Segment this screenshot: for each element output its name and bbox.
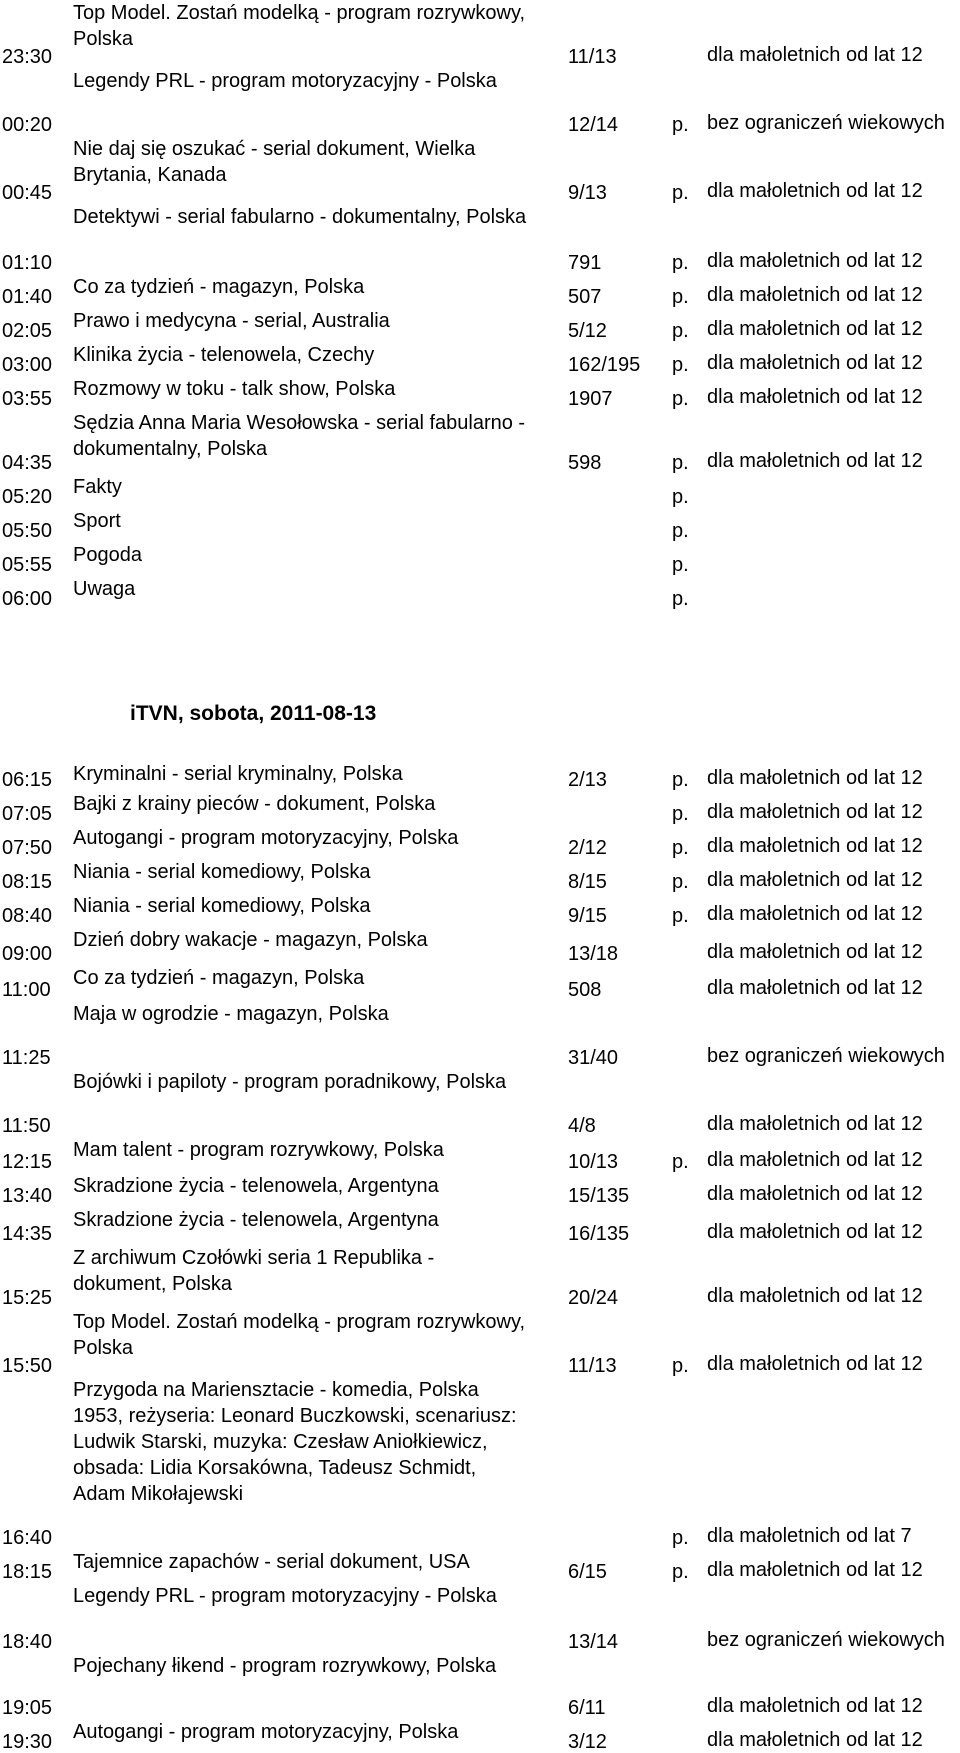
program-title: Rozmowy w toku - talk show, Polska [73, 378, 396, 400]
schedule-row [0, 1245, 960, 1309]
episode-number: 6/11 [568, 1697, 606, 1719]
age-rating: dla małoletnich od lat 12 [707, 250, 923, 272]
time-slot: 08:40 [2, 905, 53, 927]
premiere-marker: p. [672, 388, 689, 410]
age-rating: dla małoletnich od lat 12 [707, 941, 923, 963]
premiere-marker: p. [672, 769, 689, 791]
episode-number: 15/135 [568, 1185, 630, 1207]
time-slot: 08:15 [2, 871, 53, 893]
time-slot: 03:55 [2, 388, 53, 410]
time-slot: 15:25 [2, 1287, 53, 1309]
episode-number: 791 [568, 252, 602, 274]
program-title: Maja w ogrodzie - magazyn, Polska [73, 1003, 389, 1025]
time-slot: 14:35 [2, 1223, 53, 1245]
program-title: Top Model. Zostań modelką - program rozrywkowy, Polska [73, 1311, 526, 1359]
premiere-marker: p. [672, 320, 689, 342]
time-slot: 11:00 [2, 979, 51, 1001]
time-slot: 19:30 [2, 1731, 53, 1753]
program-title: Przygoda na Mariensztacie - komedia, Polska 1953, reżyseria: Leonard Buczkowski, scenariusz: Ludwik Starski, muzyka: Czesław Aniołkiewicz, obsada: Lidia Korsakówna, Tadeusz Schmidt, Adam Mikołajewski [73, 1379, 517, 1505]
time-slot: 12:15 [2, 1151, 53, 1173]
age-rating: dla małoletnich od lat 12 [707, 318, 923, 340]
program-title: Klinika życia - telenowela, Czechy [73, 344, 375, 366]
premiere-marker: p. [672, 1151, 689, 1173]
episode-number: 162/195 [568, 354, 641, 376]
time-slot: 13:40 [2, 1185, 53, 1207]
episode-number: 9/13 [568, 182, 607, 204]
schedule-row [0, 825, 960, 859]
premiere-marker: p. [672, 905, 689, 927]
schedule-row [0, 965, 960, 1001]
time-slot: 00:20 [2, 114, 53, 136]
schedule-row [0, 508, 960, 542]
age-rating: dla małoletnich od lat 12 [707, 1695, 923, 1717]
time-slot: 05:20 [2, 486, 53, 508]
schedule-row [0, 576, 960, 610]
age-rating: dla małoletnich od lat 12 [707, 44, 923, 66]
schedule-row [0, 204, 960, 274]
premiere-marker: p. [672, 452, 689, 474]
episode-number: 11/13 [568, 1355, 617, 1377]
program-title: Top Model. Zostań modelką - program rozrywkowy, Polska [73, 2, 526, 50]
age-rating: dla małoletnich od lat 12 [707, 386, 923, 408]
program-title: Legendy PRL - program motoryzacyjny - Polska [73, 70, 497, 92]
episode-number: 6/15 [568, 1561, 607, 1583]
time-slot: 06:15 [2, 769, 53, 791]
time-slot: 11:25 [2, 1047, 51, 1069]
premiere-marker: p. [672, 354, 689, 376]
schedule-row [0, 1309, 960, 1377]
program-title: Z archiwum Czołówki seria 1 Republika - dokument, Polska [73, 1247, 435, 1295]
episode-number: 13/18 [568, 943, 619, 965]
schedule-row [0, 893, 960, 927]
age-rating: dla małoletnich od lat 12 [707, 835, 923, 857]
age-rating: dla małoletnich od lat 12 [707, 767, 923, 789]
schedule-row [0, 859, 960, 893]
episode-number: 13/14 [568, 1631, 619, 1653]
age-rating: dla małoletnich od lat 12 [707, 977, 923, 999]
time-slot: 05:50 [2, 520, 53, 542]
episode-number: 2/13 [568, 769, 607, 791]
premiere-marker: p. [672, 182, 689, 204]
episode-number: 508 [568, 979, 602, 1001]
program-title: Skradzione życia - telenowela, Argentyna [73, 1175, 439, 1197]
program-title: Sędzia Anna Maria Wesołowska - serial fabularno - dokumentalny, Polska [73, 412, 526, 460]
schedule-row [0, 1583, 960, 1653]
schedule-row [0, 542, 960, 576]
time-slot: 11:50 [2, 1115, 51, 1137]
time-slot: 18:40 [2, 1631, 53, 1653]
schedule-row [0, 474, 960, 508]
age-rating: dla małoletnich od lat 12 [707, 1113, 923, 1135]
program-title: Prawo i medycyna - serial, Australia [73, 310, 390, 332]
age-rating: dla małoletnich od lat 12 [707, 1183, 923, 1205]
program-title: Co za tydzień - magazyn, Polska [73, 276, 365, 298]
premiere-marker: p. [672, 1561, 689, 1583]
age-rating: bez ograniczeń wiekowych [707, 1045, 945, 1067]
episode-number: 31/40 [568, 1047, 619, 1069]
time-slot: 18:15 [2, 1561, 53, 1583]
age-rating: dla małoletnich od lat 12 [707, 352, 923, 374]
time-slot: 03:00 [2, 354, 53, 376]
time-slot: 00:45 [2, 182, 53, 204]
episode-number: 20/24 [568, 1287, 619, 1309]
program-title: Niania - serial komediowy, Polska [73, 861, 371, 883]
program-title: Skradzione życia - telenowela, Argentyna [73, 1209, 439, 1231]
episode-number: 8/15 [568, 871, 607, 893]
premiere-marker: p. [672, 554, 689, 576]
age-rating: dla małoletnich od lat 12 [707, 801, 923, 823]
program-title: Fakty [73, 476, 122, 498]
program-title: Mam talent - program rozrywkowy, Polska [73, 1139, 444, 1161]
schedule-row [0, 1001, 960, 1069]
age-rating: dla małoletnich od lat 12 [707, 1221, 923, 1243]
episode-number: 10/13 [568, 1151, 619, 1173]
episode-number: 2/12 [568, 837, 607, 859]
program-title: Detektywi - serial fabularno - dokumentalny, Polska [73, 206, 527, 228]
premiere-marker: p. [672, 114, 689, 136]
time-slot: 07:05 [2, 803, 53, 825]
episode-number: 598 [568, 452, 602, 474]
time-slot: 01:40 [2, 286, 53, 308]
program-title: Uwaga [73, 578, 136, 600]
schedule-row [0, 1207, 960, 1245]
time-slot: 04:35 [2, 452, 53, 474]
episode-number: 11/13 [568, 46, 617, 68]
age-rating: dla małoletnich od lat 12 [707, 1729, 923, 1751]
age-rating: dla małoletnich od lat 12 [707, 450, 923, 472]
schedule-row [0, 342, 960, 376]
premiere-marker: p. [672, 1355, 689, 1377]
age-rating: dla małoletnich od lat 12 [707, 1285, 923, 1307]
schedule-row [0, 0, 960, 68]
time-slot: 19:05 [2, 1697, 53, 1719]
premiere-marker: p. [672, 871, 689, 893]
age-rating: dla małoletnich od lat 12 [707, 869, 923, 891]
age-rating: bez ograniczeń wiekowych [707, 112, 945, 134]
program-title: Bajki z krainy pieców - dokument, Polska [73, 793, 436, 815]
time-slot: 06:00 [2, 588, 53, 610]
age-rating: dla małoletnich od lat 12 [707, 1559, 923, 1581]
schedule-row [0, 1173, 960, 1207]
schedule-row [0, 1719, 960, 1753]
age-rating: dla małoletnich od lat 12 [707, 284, 923, 306]
program-title: Autogangi - program motoryzacyjny, Polska [73, 827, 459, 849]
program-title: Pogoda [73, 544, 142, 566]
episode-number: 507 [568, 286, 602, 308]
program-title: Sport [73, 510, 121, 532]
section-title: iTVN, sobota, 2011-08-13 [130, 702, 377, 725]
premiere-marker: p. [672, 286, 689, 308]
program-title: Niania - serial komediowy, Polska [73, 895, 371, 917]
program-title: Co za tydzień - magazyn, Polska [73, 967, 365, 989]
program-title: Autogangi - program motoryzacyjny, Polska [73, 1721, 459, 1743]
schedule-row [0, 927, 960, 965]
time-slot: 01:10 [2, 252, 53, 274]
episode-number: 1907 [568, 388, 613, 410]
premiere-marker: p. [672, 1527, 689, 1549]
schedule-row [0, 136, 960, 204]
program-title: Pojechany łikend - program rozrywkowy, Polska [73, 1655, 497, 1677]
time-slot: 02:05 [2, 320, 53, 342]
time-slot: 15:50 [2, 1355, 53, 1377]
premiere-marker: p. [672, 588, 689, 610]
age-rating: dla małoletnich od lat 12 [707, 1353, 923, 1375]
schedule-row [0, 1137, 960, 1173]
episode-number: 16/135 [568, 1223, 630, 1245]
time-slot: 16:40 [2, 1527, 53, 1549]
schedule-row [0, 68, 960, 136]
age-rating: dla małoletnich od lat 12 [707, 180, 923, 202]
schedule-row [0, 308, 960, 342]
episode-number: 5/12 [568, 320, 607, 342]
time-slot: 09:00 [2, 943, 53, 965]
premiere-marker: p. [672, 803, 689, 825]
age-rating: dla małoletnich od lat 12 [707, 1149, 923, 1171]
episode-number: 3/12 [568, 1731, 607, 1753]
age-rating: dla małoletnich od lat 7 [707, 1525, 912, 1547]
program-title: Legendy PRL - program motoryzacyjny - Polska [73, 1585, 497, 1607]
program-title: Tajemnice zapachów - serial dokument, USA [73, 1551, 470, 1573]
schedule-row [0, 761, 960, 791]
age-rating: bez ograniczeń wiekowych [707, 1629, 945, 1651]
schedule-row [0, 1549, 960, 1583]
schedule-row [0, 1653, 960, 1719]
time-slot: 05:55 [2, 554, 53, 576]
schedule-row [0, 1069, 960, 1137]
premiere-marker: p. [672, 486, 689, 508]
episode-number: 9/15 [568, 905, 607, 927]
episode-number: 12/14 [568, 114, 619, 136]
time-slot: 07:50 [2, 837, 53, 859]
schedule-row [0, 1377, 960, 1549]
program-title: Dzień dobry wakacje - magazyn, Polska [73, 929, 428, 951]
age-rating: dla małoletnich od lat 12 [707, 903, 923, 925]
schedule-row [0, 410, 960, 474]
premiere-marker: p. [672, 837, 689, 859]
program-title: Bojówki i papiloty - program poradnikowy, Polska [73, 1071, 507, 1093]
schedule-row [0, 791, 960, 825]
premiere-marker: p. [672, 520, 689, 542]
program-title: Nie daj się oszukać - serial dokument, Wielka Brytania, Kanada [73, 138, 476, 186]
program-title: Kryminalni - serial kryminalny, Polska [73, 763, 403, 785]
premiere-marker: p. [672, 252, 689, 274]
episode-number: 4/8 [568, 1115, 596, 1137]
schedule-row [0, 274, 960, 308]
schedule-row [0, 376, 960, 410]
time-slot: 23:30 [2, 46, 53, 68]
